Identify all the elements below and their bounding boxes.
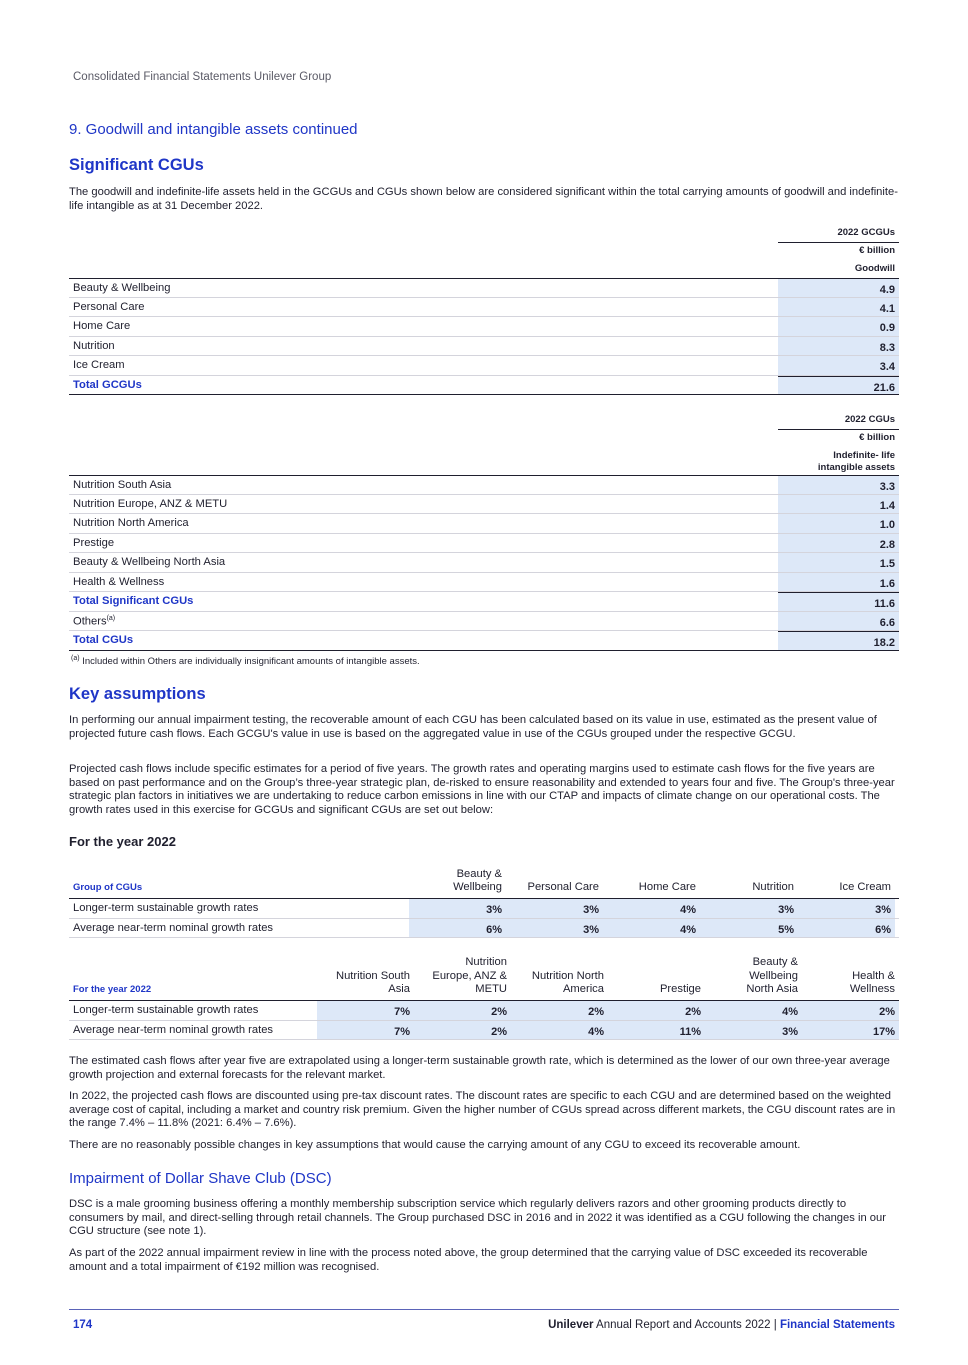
- col-line3: America: [562, 983, 604, 996]
- row-value: 4%: [511, 1021, 608, 1040]
- table-header-col: [703, 956, 798, 997]
- total-row: [69, 376, 899, 396]
- row-value: 7%: [317, 1021, 414, 1040]
- row-label: Prestige: [73, 536, 115, 549]
- col-line2: Nutrition North: [531, 969, 604, 982]
- row-value: 8.3: [778, 337, 899, 356]
- table-header-col: [699, 881, 794, 895]
- footer-title: [548, 1319, 895, 1331]
- others-footnote-marker: (a): [106, 614, 116, 622]
- row-value: 3%: [506, 899, 603, 918]
- row-label: Longer-term sustainable growth rates: [73, 1004, 259, 1016]
- row-label: Ice Cream: [73, 359, 125, 371]
- row-value: 6%: [798, 919, 895, 938]
- page-number: 174: [73, 1319, 93, 1331]
- total-cgus-row: [69, 631, 899, 651]
- total-significant-row: [69, 592, 899, 612]
- no-changes-para: There are no reasonably possible changes in key assumptions that would cause the carrying amount of any CGU to exceed its recoverable amount.: [69, 1139, 801, 1151]
- col-line3: Asia: [388, 983, 410, 996]
- col-line2: Home Care: [638, 881, 696, 894]
- col-line2: Europe, ANZ &: [432, 969, 507, 982]
- table-row: [69, 317, 899, 337]
- table-row: [69, 298, 899, 318]
- row-value: 4.9: [778, 279, 899, 297]
- row-value: 4%: [603, 899, 700, 918]
- cgu-header-year: 2022 CGUs: [778, 411, 899, 430]
- row-value: 3%: [506, 919, 603, 938]
- table-header-first: Group of CGUs: [73, 882, 143, 894]
- table-row: [69, 356, 899, 376]
- cgu-header-col-line1: Indefinite- life: [833, 450, 895, 461]
- row-value: 3%: [409, 899, 506, 918]
- table-row: [69, 1021, 899, 1041]
- col-line1: Nutrition: [465, 956, 507, 969]
- key-assumptions-para-2: Projected cash flows include specific estimates for a period of five years. The growth rates and operating margins used to estimate cash flows for the five years are based on past performance and on the Group’s three-year strategic plan, de-risked to ensure reasonability and extended to years four and five. The Group's three-year strategic plan factors in initiatives we are undertaking to reduce carbon emissions in line with our CTAP and impacts of climate change on our operational costs. The growth rates used in this exercise for GCGUs and significant CGUs are set out below:: [69, 763, 895, 816]
- table-header-col: [606, 983, 701, 997]
- row-label: Beauty & Wellbeing: [73, 282, 171, 294]
- row-label: Nutrition North America: [73, 517, 189, 529]
- row-label: Longer-term sustainable growth rates: [73, 902, 259, 914]
- footer-section-link[interactable]: Financial Statements: [779, 1319, 895, 1331]
- row-value: 4.1: [778, 298, 899, 317]
- row-value: 11%: [608, 1021, 705, 1040]
- row-label: Personal Care: [73, 300, 145, 313]
- footnote-marker: (a): [71, 655, 80, 662]
- document-header: Consolidated Financial Statements Unilever Group: [73, 71, 332, 83]
- table-row: [69, 899, 899, 919]
- col-line3: Wellness: [849, 983, 895, 996]
- row-value: 1.0: [778, 514, 899, 533]
- table-header-col: [310, 970, 410, 997]
- others-label-text: Others: [73, 615, 107, 628]
- total-cgus-value: 18.2: [778, 631, 899, 650]
- row-value: 0.9: [778, 317, 899, 336]
- col-line2: Ice Cream: [839, 881, 891, 894]
- growth-table-cgus: [69, 956, 899, 1040]
- key-assumptions-para-1: In performing our annual impairment testing, the recoverable amount of each CGU has been calculated based on its value in use, estimated as the present value of projected future cash flows. Each GCGU's value in use is based on the aggregated value in use of the CGUs grouped under the respective GCGU.: [69, 714, 877, 740]
- others-value: 6.6: [778, 612, 899, 631]
- col-line1: Beauty &: [456, 867, 502, 880]
- total-cgus-label: Total CGUs: [73, 634, 134, 646]
- row-value: 2%: [414, 1021, 511, 1040]
- row-value: 1.6: [778, 573, 899, 592]
- row-value: 2%: [511, 1001, 608, 1020]
- row-label: Beauty & Wellbeing North Asia: [73, 556, 226, 568]
- col-line2: Nutrition: [752, 881, 794, 894]
- col-line2: Health &: [852, 969, 895, 982]
- row-label: Average near-term nominal growth rates: [73, 921, 274, 934]
- table-row: [69, 1001, 899, 1021]
- table-row: [69, 553, 899, 573]
- row-value: 4%: [603, 919, 700, 938]
- table-row: [69, 573, 899, 593]
- table-row: [69, 495, 899, 515]
- row-value: 3%: [705, 1021, 802, 1040]
- row-label: Health & Wellness: [73, 575, 165, 588]
- table-row: [69, 475, 899, 495]
- dsc-para-2: As part of the 2022 annual impairment review in line with the process noted above, the group determined that the carrying value of DSC exceeded its recoverable amount and a total impairment of €192 million was recognised.: [69, 1247, 868, 1273]
- row-value: 3%: [700, 899, 798, 918]
- year-heading: For the year 2022: [69, 834, 176, 849]
- col-line2: Nutrition South: [335, 969, 410, 982]
- dsc-heading: Impairment of Dollar Shave Club (DSC): [69, 1170, 332, 1187]
- footer-company: Unilever: [548, 1319, 594, 1331]
- row-value: 3.3: [778, 476, 899, 494]
- row-value: 7%: [317, 1001, 414, 1020]
- row-value: 17%: [802, 1021, 899, 1040]
- significant-cgus-intro: The goodwill and indefinite-life assets held in the GCGUs and CGUs shown below are considered significant within the total carrying amounts of goodwill and indefinite-life intangible as at 31 December 2022.: [69, 186, 898, 212]
- table-row: [69, 534, 899, 554]
- row-value: 1.4: [778, 495, 899, 514]
- total-value: 21.6: [778, 376, 899, 395]
- row-label: Nutrition: [73, 339, 115, 352]
- col-line3: METU: [475, 983, 507, 996]
- table-row: [69, 337, 899, 357]
- gcgu-header-year: 2022 GCGUs: [778, 224, 899, 243]
- section-title: 9. Goodwill and intangible assets continued: [69, 121, 358, 138]
- table-row: [69, 514, 899, 534]
- row-label: Average near-term nominal growth rates: [73, 1023, 274, 1036]
- table-row: [69, 278, 899, 298]
- row-value: 5%: [700, 919, 798, 938]
- cgu-header-col-line2: intangible assets: [817, 461, 895, 473]
- footer-divider: [69, 1309, 899, 1310]
- row-value: 3%: [798, 899, 895, 918]
- col-line1: Beauty &: [752, 956, 798, 969]
- row-value: 2%: [608, 1001, 705, 1020]
- table-row: [69, 919, 899, 939]
- table-header-col: [601, 881, 696, 895]
- discount-rates-para: In 2022, the projected cash flows are discounted using pre-tax discount rates. The discount rates are specific to each CGU and are determined based on the weighted average cost of capital, including a market and country risk premium. Given the higher number of CGUs spread across different markets, the CGU discount rates are in the range 7.4% – 11.8% (2021: 6.4% – 7.6%).: [69, 1090, 896, 1130]
- row-value: 2%: [802, 1001, 899, 1020]
- row-value: 1.5: [778, 553, 899, 572]
- col-line3: Prestige: [659, 983, 701, 996]
- gcgu-header-unit: € billion: [859, 245, 895, 256]
- row-value: 4%: [705, 1001, 802, 1020]
- footnote-text: Included within Others are individually insignificant amounts of intangible assets.: [82, 656, 420, 668]
- gcgu-header-col: Goodwill: [854, 263, 895, 274]
- gcgu-table: [69, 224, 899, 395]
- cash-flows-para: The estimated cash flows after year five are extrapolated using a longer-term sustainable growth rate, which is determined as the lower of our own three-year average growth projection and external forecasts for the relevant market.: [69, 1055, 890, 1081]
- total-significant-value: 11.6: [778, 592, 899, 611]
- cgu-table: [69, 411, 899, 651]
- row-value: 6%: [409, 919, 506, 938]
- col-line2: Wellbeing: [453, 881, 502, 894]
- col-line2: Wellbeing: [749, 969, 798, 982]
- others-label: [73, 615, 115, 628]
- others-row: [69, 612, 899, 632]
- growth-table-gcgus: [69, 868, 899, 938]
- dsc-para-1: DSC is a male grooming business offering a monthly membership subscription service which regularly delivers razors and other grooming products directly to consumers by mail, and direct-selling through retail channels. The Group purchased DSC in 2016 and in 2022 it was identified as a CGU following the changes in our CGU structure (see note 1).: [69, 1198, 886, 1238]
- row-value: 2.8: [778, 534, 899, 553]
- table-header-col: [504, 881, 599, 895]
- key-assumptions-heading: Key assumptions: [69, 685, 206, 703]
- row-label: Home Care: [73, 320, 131, 332]
- row-value: 2%: [414, 1001, 511, 1020]
- table-header-col: [402, 868, 502, 895]
- footer-report: Annual Report and Accounts 2022 |: [593, 1319, 780, 1331]
- table-header-col: [412, 956, 507, 997]
- significant-cgus-heading: Significant CGUs: [69, 156, 204, 174]
- cgu-header-unit: € billion: [859, 432, 895, 443]
- col-line3: North Asia: [746, 983, 798, 996]
- table-header-col: [796, 881, 891, 895]
- col-line2: Personal Care: [527, 881, 599, 894]
- total-significant-label: Total Significant CGUs: [73, 595, 194, 607]
- total-label: Total GCGUs: [73, 378, 142, 391]
- table-header-first: For the year 2022: [73, 984, 152, 996]
- table-header-col: [509, 970, 604, 997]
- footnote: [71, 655, 420, 667]
- row-value: 3.4: [778, 356, 899, 375]
- row-label: Nutrition Europe, ANZ & METU: [73, 497, 228, 510]
- cgu-header-col: [778, 447, 899, 473]
- row-label: Nutrition South Asia: [73, 479, 172, 491]
- table-header-col: [800, 970, 895, 997]
